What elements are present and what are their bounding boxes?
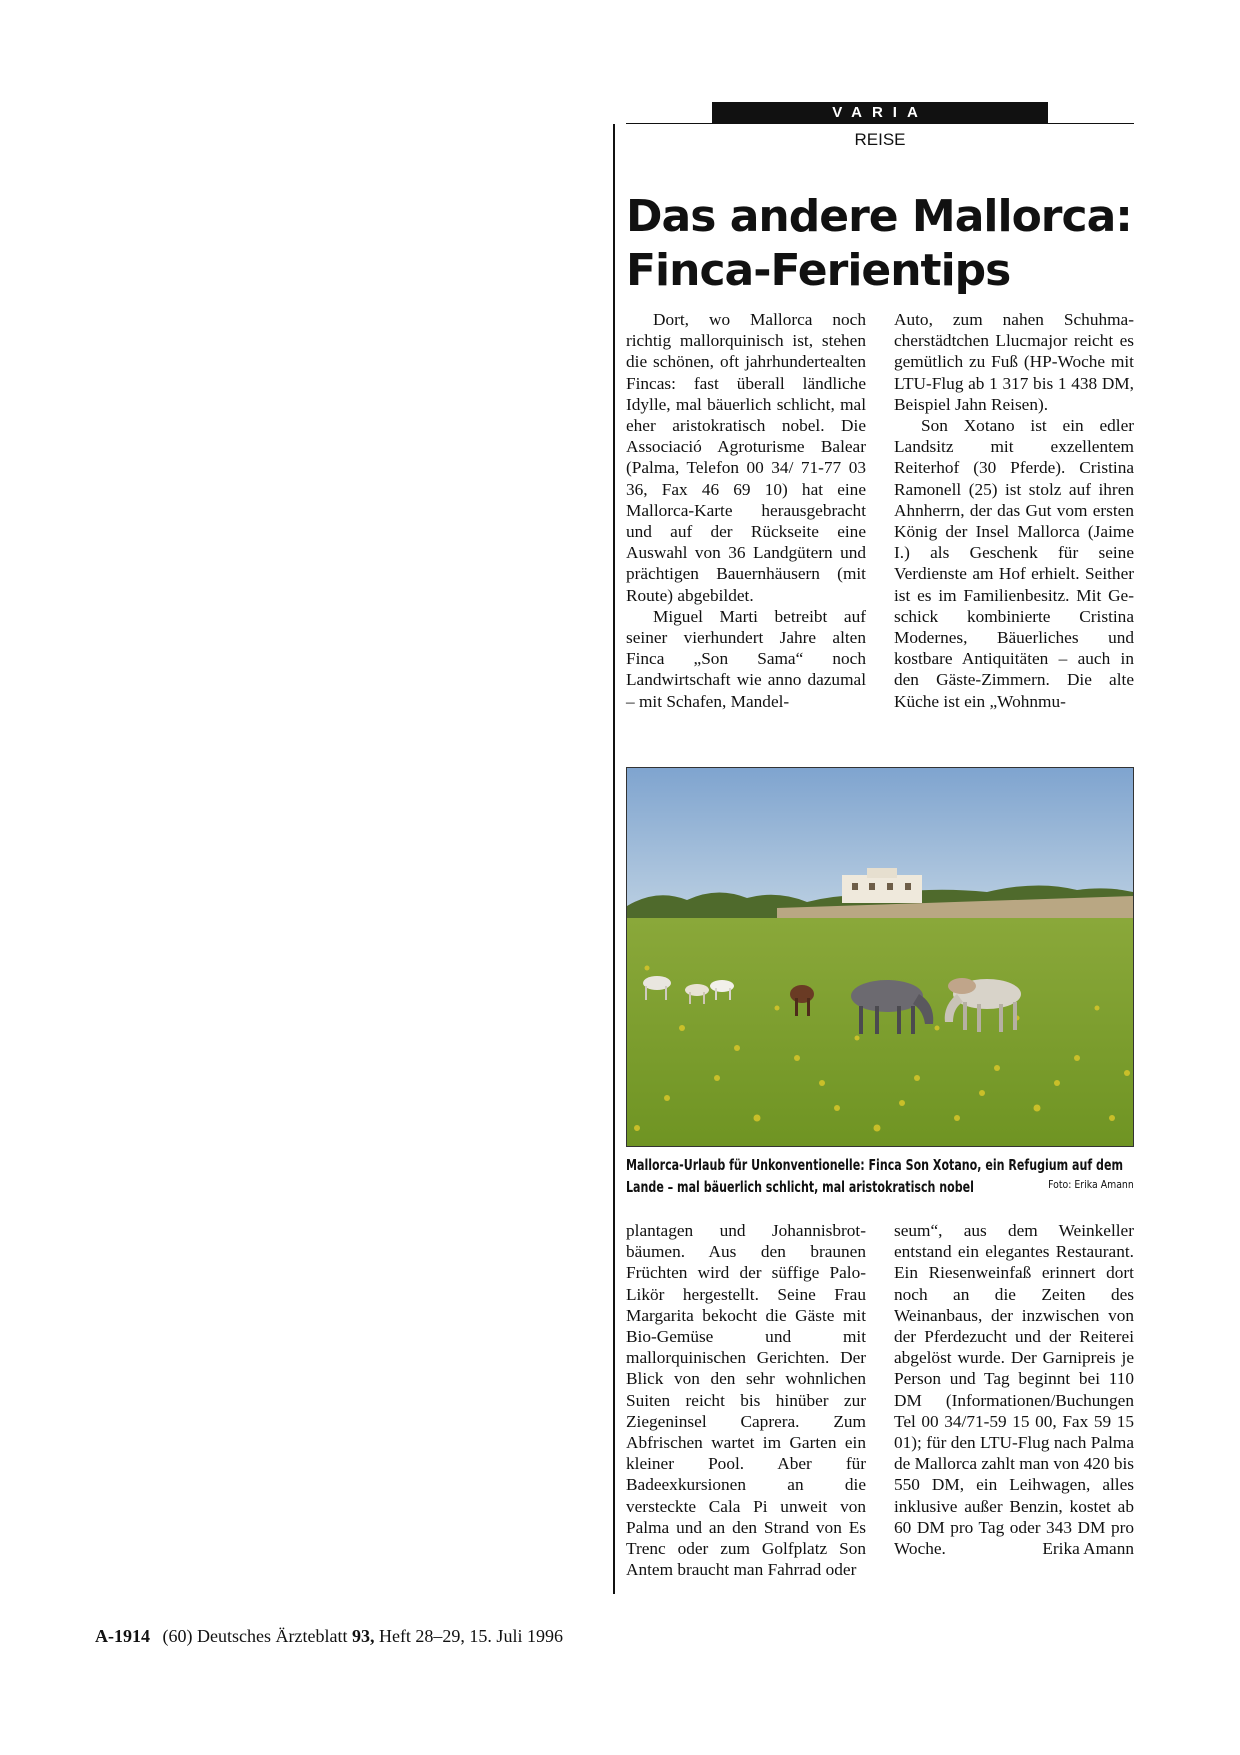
section-varia-bar: VARIA — [712, 102, 1048, 123]
paragraph: Miguel Marti betreibt auf seiner vierhundert Jahre alten Finca „Son Sama“ noch Landwirtschaft wie anno dazumal – mit Schafen, Mandel- — [626, 606, 866, 711]
page-number: (60) — [162, 1626, 193, 1646]
headline-line-1: Das andere Mallorca: — [626, 191, 1132, 242]
meadow — [627, 918, 1133, 1146]
caption-line-1: Mallorca-Urlaub für Unkonventionelle: Finca Son Xotano, ein Refugium auf dem — [626, 1156, 1124, 1174]
article-headline — [626, 190, 1146, 298]
paragraph: Auto, zum nahen Schuhmacherstädtchen Llucmajor reicht es gemütlich zu Fuß (HP-Woche mit LTU-Flug ab 1 317 bis 1 438 DM, Beispiel Jahn Reisen). — [894, 310, 1134, 414]
article-column-2-top — [894, 309, 1134, 712]
finca-horses-photo — [627, 768, 1133, 1146]
issue-date: Heft 28–29, 15. Juli 1996 — [378, 1626, 563, 1646]
column-divider — [613, 124, 615, 1594]
article-column-1-bottom — [626, 1220, 866, 1580]
article-column-2-bottom — [894, 1220, 1134, 1559]
headline-line-2: Finca-Ferientips — [626, 245, 1011, 296]
paragraph: plantagen und Johannisbrotbäumen. Aus den braunen Früchten wird der süffige Palo-Likör hergestellt. Seine Frau Margarita bekocht die Gäste mit Bio-Gemüse und mit mallorquinischen Gerichten. Der Blick von den sehr wohnlichen Suiten reicht bis hinüber zur Ziegeninsel Caprera. Zum Abfrischen wartet im Garten ein kleiner Pool. Aber für Badeexkursionen an die versteckte Cala Pi unweit von Palma und an den Strand von Es Trenc oder zum Golfplatz Son Antem braucht man Fahrrad oder — [626, 1221, 866, 1580]
page-code: A-1914 — [95, 1626, 150, 1646]
paragraph — [894, 1220, 1134, 1559]
volume-number: 93, — [351, 1626, 375, 1646]
photo-credit: Foto: Erika Amann — [1048, 1178, 1134, 1191]
section-rubric: REISE — [854, 130, 906, 149]
caption-line-2: Lande – mal bäuerlich schlicht, mal aristokratisch nobel — [626, 1178, 974, 1196]
paragraph: Son Xotano ist ein edler Landsitz mit exzellentem Reiterhof (30 Pferde). Cristina Ramonell (25) ist stolz auf ihren Ahnherrn, der das Gut vom ersten König der Insel Mallorca (Jaime I.) als Geschenk für seine Verdienste am Hof erhielt. Seither ist es im Familienbesitz. Mit Geschick kombinierte Cristina Modernes, Bäuerliches und kostbare Antiquitäten – auch in den Gäste-Zimmern. Die alte Küche ist ein „Wohnmu- — [894, 416, 1134, 711]
author-signature: Erika Amann — [1042, 1539, 1134, 1559]
article-column-1-top — [626, 309, 866, 712]
journal-name: Deutsches Ärzteblatt — [197, 1626, 348, 1646]
closing-text: seum“, aus dem Weinkeller entstand ein elegantes Restaurant. Ein Riesenweinfaß erinnert dort noch an die Zeiten des Weinanbaus, der inzwischen von der Pferdezucht und der Reiterei abgelöst wurde. Der Garnipreis je Person und Tag beginnt bei 110 DM (Informationen/Buchungen Tel 00 34/71-59 15 00, Fax 59 15 01); für den LTU-Flug nach Palma de Mallorca zahlt man von 420 bis 550 DM, ein Leihwagen, alles inklusive außer Benzin, kostet ab 60 DM pro Tag oder 343 DM pro Woche. — [894, 1221, 1134, 1559]
article-photo — [626, 767, 1134, 1147]
page-footer — [95, 1626, 563, 1647]
section-rule — [626, 123, 1134, 124]
finca-roof — [867, 868, 897, 878]
paragraph: Dort, wo Mallorca noch richtig mallorquinisch ist, stehen die schönen, oft jahrhundertealten Fincas: fast überall ländliche Idylle, mal bäuerlich schlicht, mal eher aristokratisch nobel. Die Associació Agroturisme Balear (Palma, Telefon 00 34/ 71-77 03 36, Fax 46 69 10) hat eine Mallorca-Karte herausgebracht und auf der Rückseite eine Auswahl von 36 Landgütern und prächtigen Bauernhäusern (mit Route) abgebildet. — [626, 310, 866, 605]
